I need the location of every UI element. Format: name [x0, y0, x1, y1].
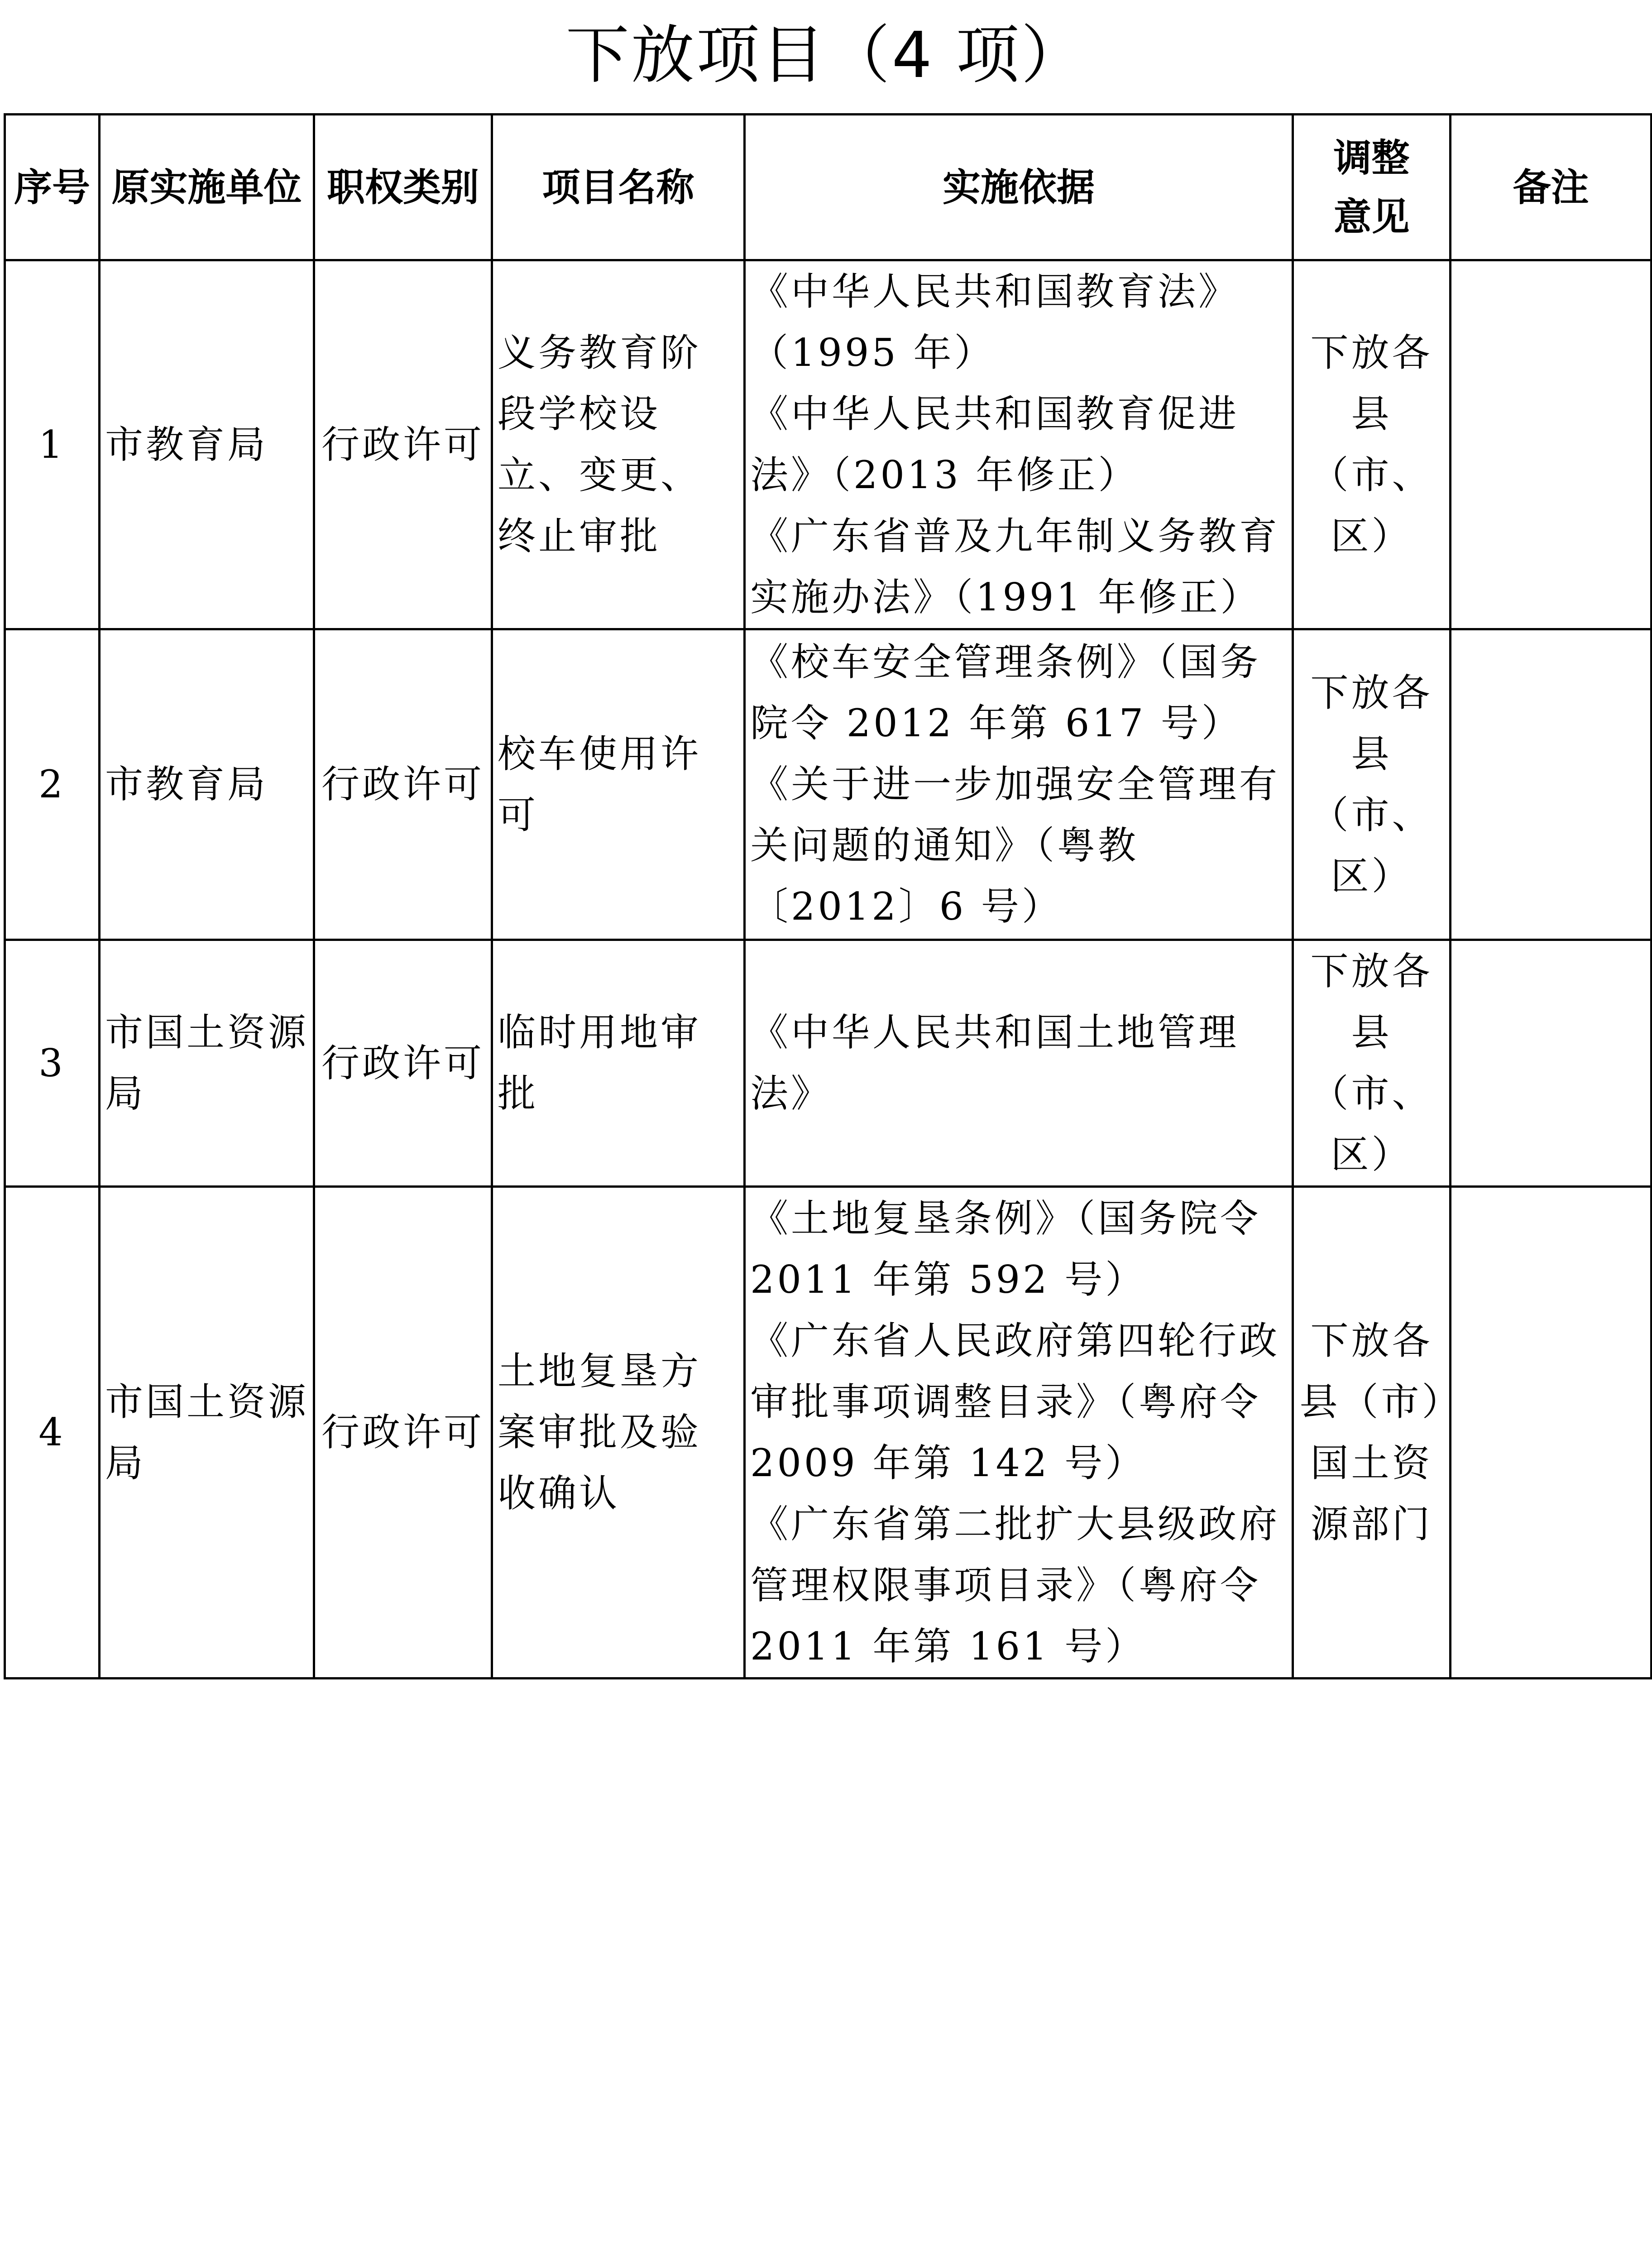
row-unit: 市国土资源局 — [100, 1187, 314, 1679]
row-basis — [745, 260, 1293, 629]
row-note — [1451, 940, 1652, 1187]
table-row — [5, 1187, 1652, 1679]
row-adjust: 下放各县（市、区） — [1293, 260, 1451, 629]
table-row — [5, 629, 1652, 940]
basis-line: 《中华人民共和国教育促进法》（2013 年修正） — [750, 392, 1240, 497]
row-basis — [745, 1187, 1293, 1679]
basis-line: 《广东省普及九年制义务教育实施办法》（1991 年修正） — [750, 514, 1280, 619]
row-adjust: 下放各县（市、区） — [1293, 629, 1451, 940]
row-adjust: 下放各县（市、区） — [1293, 940, 1451, 1187]
row-note — [1451, 260, 1652, 629]
basis-line: 《广东省人民政府第四轮行政审批事项调整目录》（粤府令 2009 年第 142 号） — [750, 1318, 1280, 1485]
row-name: 校车使用许可 — [492, 629, 745, 940]
basis-line: 《中华人民共和国教育法》（1995 年） — [750, 269, 1240, 375]
header-name: 项目名称 — [492, 115, 745, 260]
basis-line: 《中华人民共和国土地管理法》 — [750, 1010, 1240, 1116]
row-basis — [745, 629, 1293, 940]
header-category: 职权类别 — [314, 115, 492, 260]
header-row — [5, 115, 1652, 260]
row-unit: 市教育局 — [100, 629, 314, 940]
row-name: 义务教育阶段学校设立、变更、终止审批 — [492, 260, 745, 629]
basis-line: 《校车安全管理条例》（国务院令 2012 年第 617 号） — [750, 640, 1261, 745]
row-basis — [745, 940, 1293, 1187]
basis-line: 《土地复垦条例》（国务院令 2011 年第 592 号） — [750, 1196, 1261, 1302]
basis-line: 《广东省第二批扩大县级政府管理权限事项目录》（粤府令 2011 年第 161 号） — [750, 1501, 1280, 1669]
table-row — [5, 260, 1652, 629]
page-title: 下放项目（4 项） — [565, 19, 1087, 92]
items-table — [4, 113, 1652, 1679]
row-seq: 4 — [5, 1187, 100, 1679]
row-category: 行政许可 — [314, 940, 492, 1187]
row-note — [1451, 1187, 1652, 1679]
row-name: 土地复垦方案审批及验收确认 — [492, 1187, 745, 1679]
header-unit: 原实施单位 — [100, 115, 314, 260]
row-seq: 1 — [5, 260, 100, 629]
row-name: 临时用地审批 — [492, 940, 745, 1187]
header-adjust: 调整意见 — [1293, 115, 1451, 260]
table-row — [5, 940, 1652, 1187]
header-basis: 实施依据 — [745, 115, 1293, 260]
basis-line: 《关于进一步加强安全管理有关问题的通知》（粤教〔2012〕6 号） — [750, 762, 1280, 929]
row-category: 行政许可 — [314, 260, 492, 629]
row-unit: 市国土资源局 — [100, 940, 314, 1187]
row-adjust: 下放各县（市）国土资源部门 — [1293, 1187, 1451, 1679]
row-category: 行政许可 — [314, 1187, 492, 1679]
row-note — [1451, 629, 1652, 940]
header-seq: 序号 — [5, 115, 100, 260]
header-note: 备注 — [1451, 115, 1652, 260]
row-seq: 2 — [5, 629, 100, 940]
row-category: 行政许可 — [314, 629, 492, 940]
row-seq: 3 — [5, 940, 100, 1187]
row-unit: 市教育局 — [100, 260, 314, 629]
